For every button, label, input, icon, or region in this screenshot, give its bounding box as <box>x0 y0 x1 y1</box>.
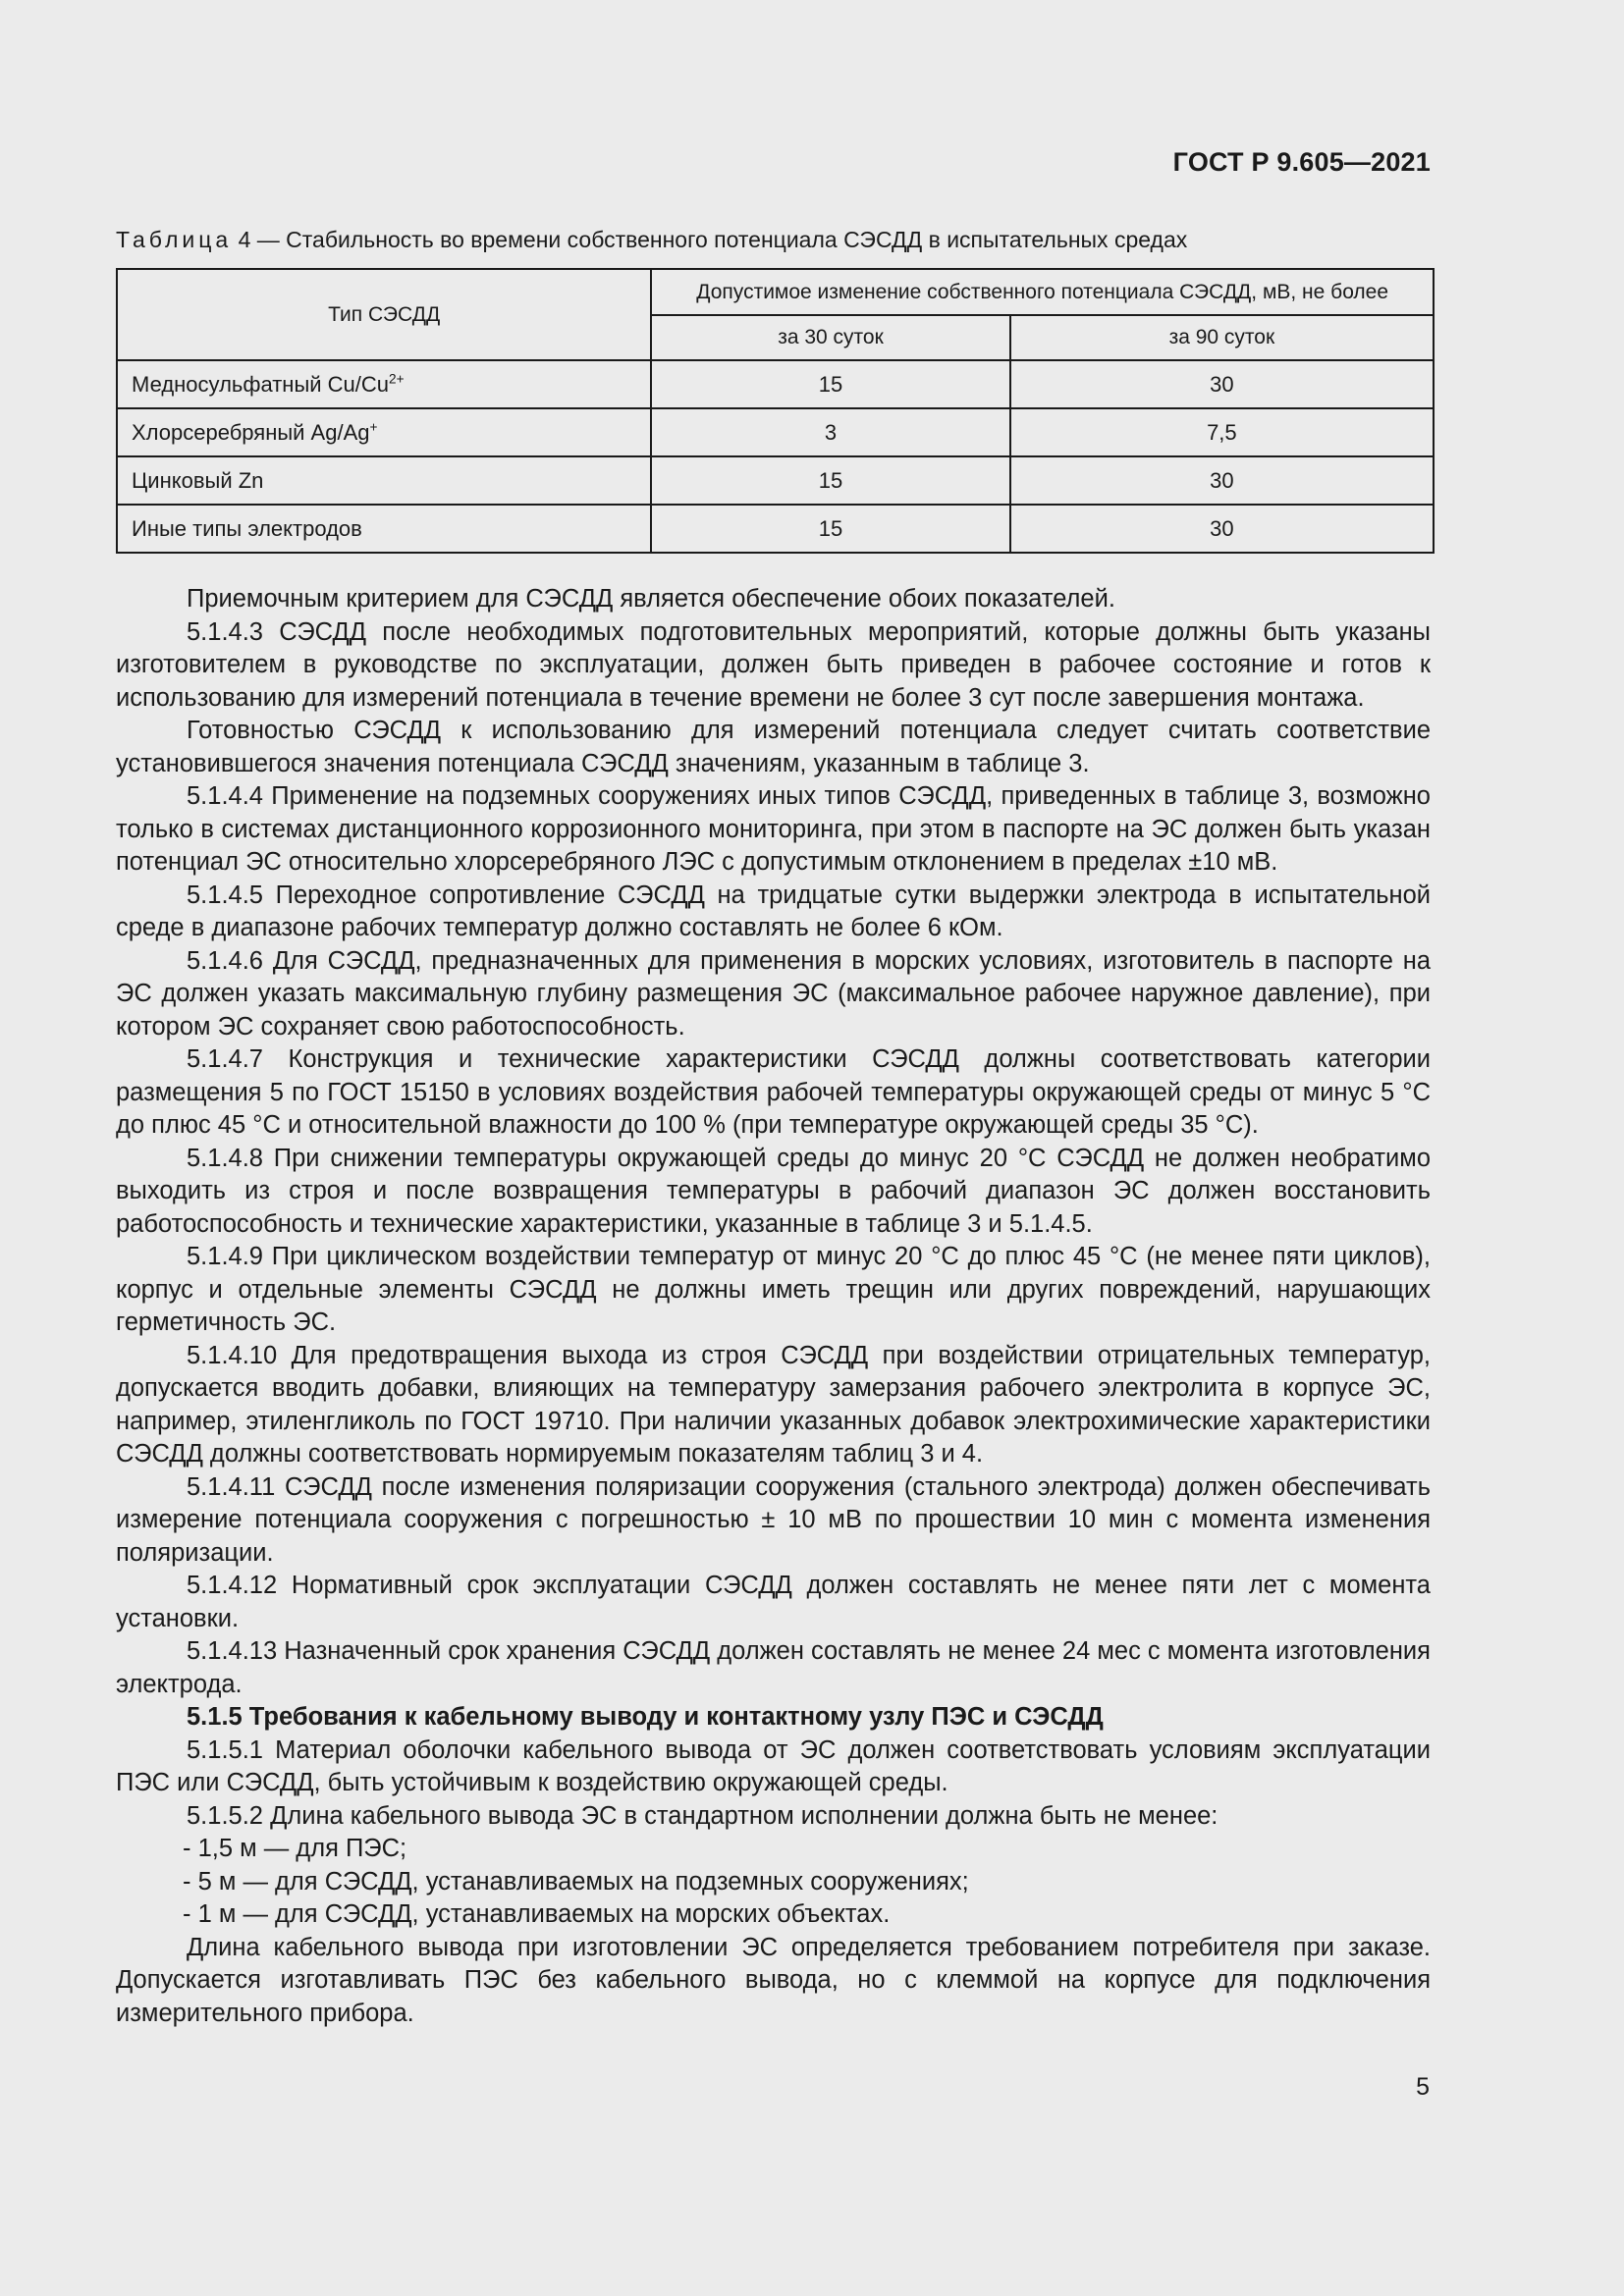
row-type: Медносульфатный $Cu/Cu^{2+}$ <box>117 360 651 408</box>
table-row <box>117 408 1434 456</box>
paragraph: 5.1.4.11 СЭСДД после изменения поляризации сооружения (стального электрода) должен обеспечивать измерение потенциала сооружения с погрешностью ± 10 мВ по прошествии 10 мин с момента изменения поляризации. <box>116 1472 1431 1567</box>
row-d90: 30 <box>1010 360 1434 408</box>
paragraph: 5.1.4.5 Переходное сопротивление СЭСДД на тридцатые сутки выдержки электрода в испытательной среде в диапазоне рабочих температур должно составлять не более 6 кОм. <box>116 881 1431 941</box>
paragraph: Приемочным критерием для СЭСДД является обеспечение обоих показателей. <box>187 585 1115 613</box>
paragraph: Длина кабельного вывода при изготовлении ЭС определяется требованием потребителя при заказе. Допускается изготавливать ПЭС без кабельного вывода, но с клеммой на корпусе для подключения измерительного прибора. <box>116 1933 1431 2027</box>
row-d90: 30 <box>1010 505 1434 553</box>
paragraph: Готовностью СЭСДД к использованию для измерений потенциала следует считать соответствие установившегося значения потенциала СЭСДД значениям, указанным в таблице 3. <box>116 717 1431 777</box>
col-30-header: за 30 суток <box>651 315 1009 360</box>
col-type-header: Тип СЭСДД <box>117 269 651 360</box>
row-type: Цинковый Zn <box>117 456 651 505</box>
paragraph: 5.1.4.3 СЭСДД после необходимых подготовительных мероприятий, которые должны быть указаны изготовителем в руководстве по эксплуатации, должен быть приведен в рабочее состояние и готов к использованию для измерений потенциала в течение времени не более 3 сут после завершения монтажа. <box>116 617 1431 712</box>
paragraph: 5.1.5.1 Материал оболочки кабельного вывода от ЭС должен соответствовать условиям эксплуатации ПЭС или СЭСДД, быть устойчивым к воздействию окружающей среды. <box>116 1735 1431 1796</box>
list-item: - 5 м — для СЭСДД, устанавливаемых на подземных сооружениях; <box>183 1867 969 1896</box>
table-caption <box>116 227 1187 253</box>
paragraph: 5.1.4.12 Нормативный срок эксплуатации СЭСДД должен составлять не менее пяти лет с момента установки. <box>116 1572 1431 1632</box>
row-d30: 15 <box>651 456 1009 505</box>
paragraph: 5.1.4.4 Применение на подземных сооружениях иных типов СЭСДД, приведенных в таблице 3, возможно только в системах дистанционного коррозионного мониторинга, при этом в паспорте на ЭС должен быть указан потенциал ЭС относительно хлорсеребряного ЛЭС с допустимым отклонением в пределах ±10 мВ. <box>116 782 1431 876</box>
row-d90: 30 <box>1010 456 1434 505</box>
stability-table <box>116 268 1435 554</box>
table-row <box>117 360 1434 408</box>
row-d30: 15 <box>651 360 1009 408</box>
paragraph: 5.1.5.2 Длина кабельного вывода ЭС в стандартном исполнении должна быть не менее: <box>187 1801 1218 1830</box>
document-id: ГОСТ Р 9.605—2021 <box>1172 147 1431 177</box>
list-item: - 1,5 м — для ПЭС; <box>183 1835 407 1862</box>
col-90-header: за 90 суток <box>1010 315 1434 360</box>
paragraph: 5.1.4.6 Для СЭСДД, предназначенных для применения в морских условиях, изготовитель в паспорте на ЭС должен указать максимальную глубину размещения ЭС (максимальное рабочее наружное давление), при котором ЭС сохраняет свою работоспособность. <box>116 946 1431 1041</box>
body-text <box>116 583 1431 2030</box>
paragraph: 5.1.4.8 При снижении температуры окружающей среды до минус 20 °С СЭСДД не должен необратимо выходить из строя и после возвращения температуры в рабочий диапазон ЭС должен восстановить работоспособность и технические характеристики, указанные в таблице 3 и 5.1.4.5. <box>116 1144 1431 1238</box>
paragraph: 5.1.4.9 При циклическом воздействии температур от минус 20 °С до плюс 45 °С (не менее пяти циклов), корпус и отдельные элементы СЭСДД не должны иметь трещин или других повреждений, нарушающих герметичность ЭС. <box>116 1243 1431 1336</box>
section-heading: 5.1.5 Требования к кабельному выводу и контактному узлу ПЭС и СЭСДД <box>187 1703 1104 1731</box>
row-type: Хлорсеребряный Ag/Ag+ <box>117 408 651 456</box>
paragraph: 5.1.4.13 Назначенный срок хранения СЭСДД должен составлять не менее 24 мес с момента изготовления электрода. <box>116 1637 1431 1698</box>
row-d30: 3 <box>651 408 1009 456</box>
list-item: - 1 м — для СЭСДД, устанавливаемых на морских объектах. <box>183 1900 891 1928</box>
table-caption-text: 4 — Стабильность во времени собственного потенциала СЭСДД в испытательных средах <box>238 227 1188 252</box>
table-caption-label: Таблица <box>116 227 233 252</box>
row-d30: 15 <box>651 505 1009 553</box>
table-row <box>117 505 1434 553</box>
col-group-header: Допустимое изменение собственного потенциала СЭСДД, мВ, не более <box>651 269 1434 315</box>
row-d90: 7,5 <box>1010 408 1434 456</box>
paragraph: 5.1.4.7 Конструкция и технические характеристики СЭСДД должны соответствовать категории размещения 5 по ГОСТ 15150 в условиях воздействия рабочей температуры окружающей среды от минус 5 °С до плюс 45 °С и относительной влажности до 100 % (при температуре окружающей среды 35 °С). <box>116 1045 1431 1139</box>
table-row <box>117 456 1434 505</box>
paragraph: 5.1.4.10 Для предотвращения выхода из строя СЭСДД при воздействии отрицательных температур, допускается вводить добавки, влияющих на температуру замерзания рабочего электролита в корпусе ЭС, например, этиленгликоль по ГОСТ 19710. При наличии указанных добавок электрохимические характеристики СЭСДД должны соответствовать нормируемым показателям таблиц 3 и 4. <box>116 1341 1431 1468</box>
page-number: 5 <box>1416 2073 1430 2101</box>
row-type: Иные типы электродов <box>117 505 651 553</box>
